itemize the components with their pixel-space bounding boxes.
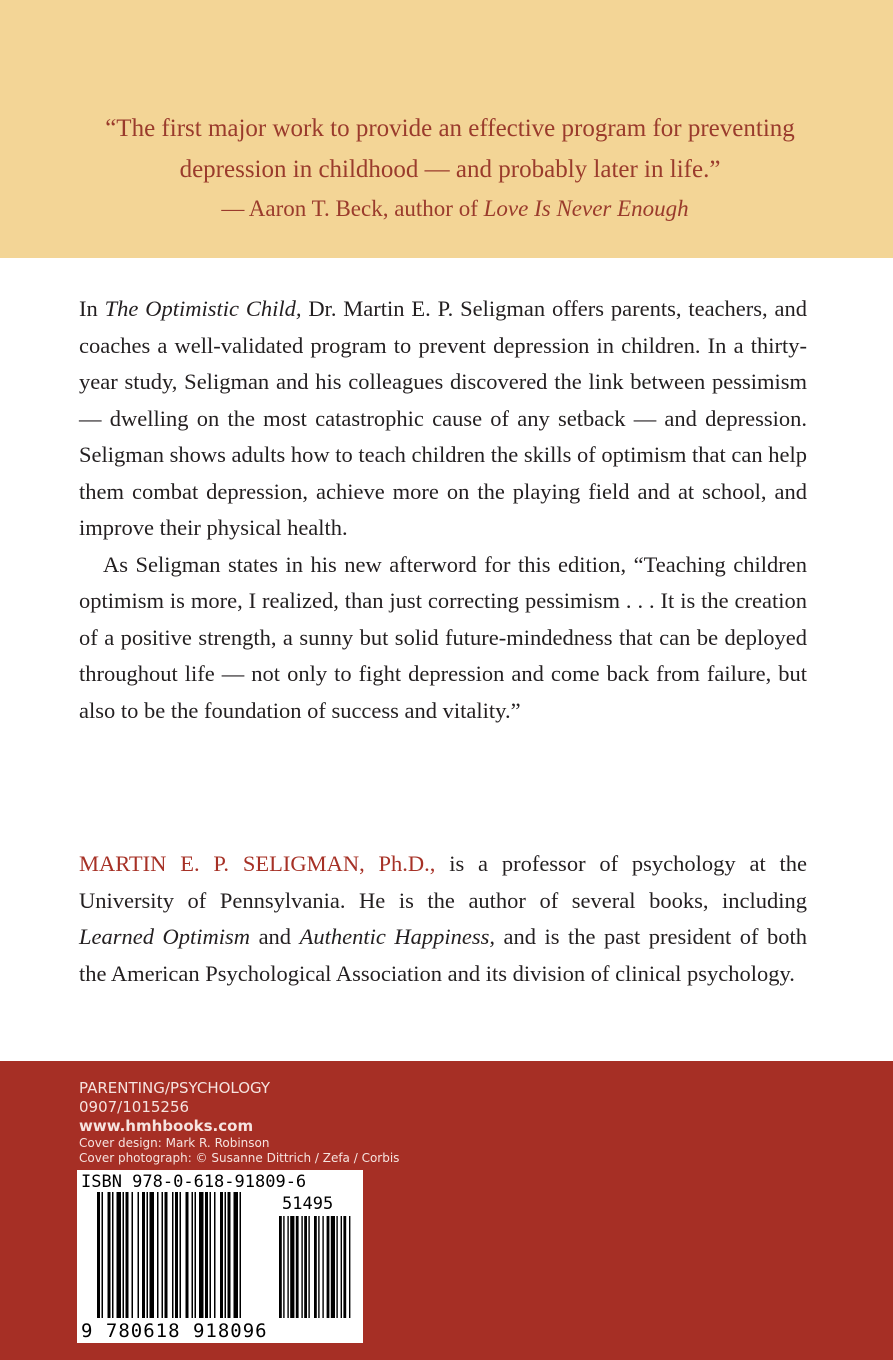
barcode-bar — [172, 1192, 174, 1318]
barcode-bar — [112, 1192, 114, 1318]
bio-and: and — [258, 924, 292, 949]
endorsement-quote — [60, 108, 840, 228]
price-addon-bar — [279, 1216, 282, 1318]
description-paragraph-2: As Seligman states in his new afterword for this edition, “Teaching children optimism is more, I realized, than just correcting pessimism . . . It is the creation of a positive strength, a sunny but solid future-mindedness that can be deployed throughout life — not only to fight depression and come back from failure, but also to be the foundation of success and vitality.” — [79, 551, 807, 723]
barcode-bar — [123, 1192, 125, 1318]
barcode-bar — [228, 1192, 231, 1318]
price-code: 51495 — [282, 1194, 334, 1214]
cover-photo-credit: Cover photograph: © Susanne Dittrich / Zefa / Corbis — [79, 1151, 400, 1165]
price-addon-bar — [301, 1216, 302, 1318]
barcode-bar — [132, 1192, 134, 1318]
price-addon-bar — [283, 1216, 284, 1318]
barcode-bar — [210, 1192, 212, 1318]
price-addon-bar — [331, 1216, 335, 1318]
price-addon-bar — [327, 1216, 330, 1318]
barcode-bar — [102, 1192, 104, 1318]
barcode-bar — [108, 1192, 111, 1318]
price-addon-bar — [287, 1216, 288, 1318]
barcode-bar — [186, 1192, 189, 1318]
author-bio — [79, 846, 807, 992]
price-addon-bar — [341, 1216, 342, 1318]
barcode-bar — [205, 1192, 208, 1318]
book-title: The Optimistic Child, — [104, 296, 302, 321]
barcode-bar — [220, 1192, 223, 1318]
barcode-bar — [234, 1192, 239, 1318]
description-paragraph-1 — [79, 291, 807, 547]
barcode-bar — [162, 1192, 164, 1318]
barcode-bar — [165, 1192, 168, 1318]
bio-text-2: and is the past president of both the American Psychological Association and its division of clinical psychology. — [79, 924, 808, 986]
author-name: MARTIN E. P. SELIGMAN, Ph.D., — [79, 851, 436, 876]
barcode-bar — [157, 1192, 159, 1318]
description-in: In — [79, 296, 98, 321]
barcode-bar — [225, 1192, 227, 1318]
barcode-bar — [142, 1192, 145, 1318]
book-description — [79, 291, 807, 729]
quote-line-2: depression in childhood — and probably later in life.” — [179, 156, 721, 183]
barcode-bar — [117, 1192, 122, 1318]
barcode-bar — [195, 1192, 197, 1318]
category-label: PARENTING/PSYCHOLOGY — [79, 1079, 271, 1097]
price-addon-bar — [343, 1216, 346, 1318]
barcode-bar — [97, 1192, 100, 1318]
barcode-bar — [138, 1192, 140, 1318]
price-addon-bar — [308, 1216, 309, 1318]
price-addon-bar — [314, 1216, 317, 1318]
price-addon-bar — [336, 1216, 337, 1318]
publisher-website-link[interactable]: www.hmhbooks.com — [79, 1117, 254, 1135]
quote-attribution — [60, 190, 840, 228]
barcode-bar — [180, 1192, 182, 1318]
bio-text-1: is a professor of psychology at the University of Pennsylvania. He is the author of several books, including — [79, 851, 808, 913]
publisher-info — [79, 1079, 399, 1166]
cover-design-credit: Cover design: Mark R. Robinson — [79, 1136, 270, 1150]
barcode-bar — [147, 1192, 149, 1318]
price-addon-bar — [304, 1216, 307, 1318]
quote-line-1: “The first major work to provide an effective program for preventing — [105, 115, 795, 142]
barcode-bar — [126, 1192, 129, 1318]
barcode-bar — [240, 1192, 242, 1318]
barcode-number: 9 780618 918096 — [81, 1320, 268, 1342]
attribution-prefix: — Aaron T. Beck, author of — [221, 196, 478, 221]
isbn-text: ISBN 978-0-618-91809-6 — [81, 1172, 307, 1192]
barcode-bar — [175, 1192, 178, 1318]
price-addon-bar — [296, 1216, 299, 1318]
product-code: 0907/1015256 — [79, 1098, 190, 1116]
barcode-bar — [214, 1192, 216, 1318]
bio-book-2: Authentic Happiness, — [299, 924, 495, 949]
price-addon-bar — [349, 1216, 350, 1318]
barcode-bar — [199, 1192, 204, 1318]
barcode-bar — [150, 1192, 155, 1318]
barcode-bar — [192, 1192, 194, 1318]
attribution-book-title: Love Is Never Enough — [483, 196, 689, 221]
bio-book-1: Learned Optimism — [79, 924, 251, 949]
isbn-barcode — [77, 1170, 363, 1343]
description-body-1: Dr. Martin E. P. Seligman offers parents, teachers, and coaches a well-validated program to prevent depression in children. In a thirty-year study, Seligman and his colleagues discovered the link between pessimism — dwelling on the most catastrophic cause of any setback — and depression. Seligman shows adults how to teach children the skills of optimism that can help them combat depression, achieve more on the playing field and at school, and improve their physical health. — [79, 296, 808, 540]
price-addon-bar — [290, 1216, 294, 1318]
price-addon-bar — [322, 1216, 323, 1318]
price-addon-bar — [318, 1216, 319, 1318]
